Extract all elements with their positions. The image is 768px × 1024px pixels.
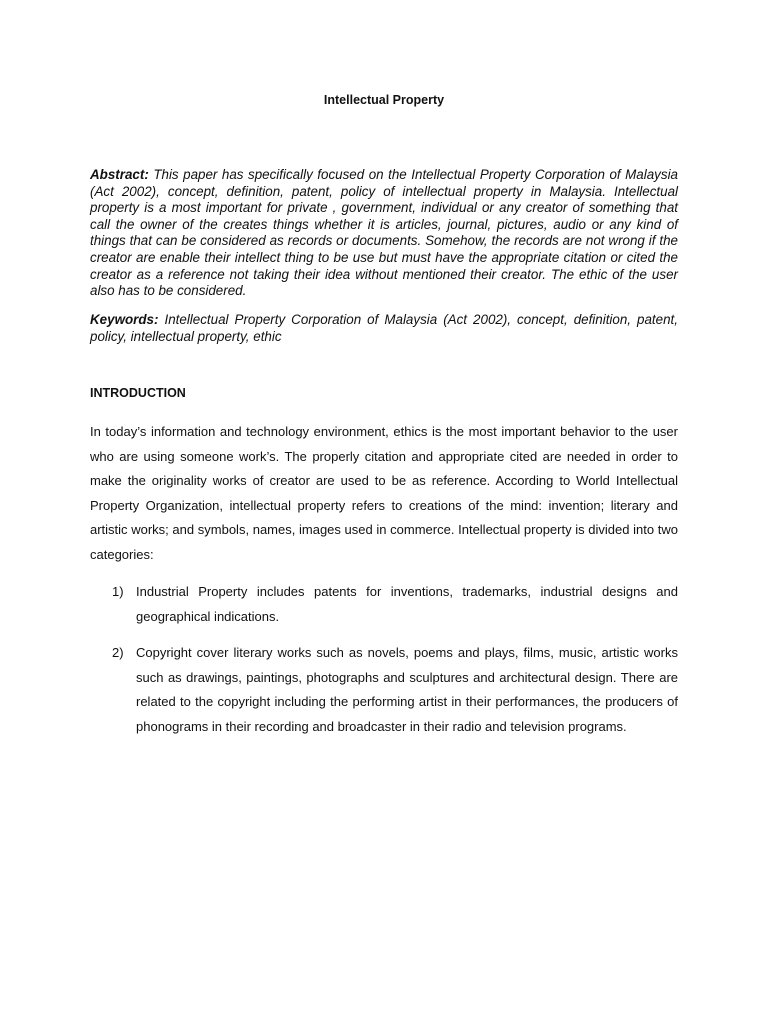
list-item xyxy=(90,641,678,739)
keywords-text: Intellectual Property Corporation of Malaysia (Act 2002), concept, definition, patent, policy, intellectual property, ethic xyxy=(90,312,678,344)
abstract-label: Abstract: xyxy=(90,167,149,182)
keywords-paragraph xyxy=(90,312,678,345)
list-item-text: Copyright cover literary works such as novels, poems and plays, films, music, artistic works such as drawings, paintings, photographs and sculptures and architectural design. There are related to the copyright including the performing artist in their performances, the producers of phonograms in their recording and broadcaster in their radio and television programs. xyxy=(136,645,678,734)
keywords-label: Keywords: xyxy=(90,312,159,327)
introduction-heading: INTRODUCTION xyxy=(90,386,186,400)
category-list xyxy=(90,580,678,752)
introduction-paragraph: In today’s information and technology environment, ethics is the most important behavior to the user who are using someone work’s. The properly citation and appropriate cited are needed in order to make the originality works of creator are used to be as reference. According to World Intellectual Property Organization, intellectual property refers to creations of the mind: invention; literary and artistic works; and symbols, names, images used in commerce. Intellectual property is divided into two categories: xyxy=(90,424,678,562)
list-item-number: 1) xyxy=(112,584,124,599)
list-item-text: Industrial Property includes patents for inventions, trademarks, industrial designs and geographical indications. xyxy=(136,584,678,624)
abstract-text: This paper has specifically focused on the Intellectual Property Corporation of Malaysia (Act 2002), concept, definition, patent, policy of intellectual property in Malaysia. Intellectual property is a most important for private , government, individual or any creator of something that call the owner of the creates things whether it is articles, journal, pictures, audio or any kind of things that can be considered as records or documents. Somehow, the records are not wrong if the creator are enable their intellect thing to be use but must have the appropriate citation or cited the creator as a reference not taking their idea without mentioned their creator. The ethic of the user also has to be considered. xyxy=(90,167,678,299)
list-item-number: 2) xyxy=(112,645,124,661)
document-page xyxy=(90,0,678,1024)
list-item xyxy=(90,580,678,629)
abstract-paragraph xyxy=(90,167,678,300)
paper-title: Intellectual Property xyxy=(323,93,445,107)
